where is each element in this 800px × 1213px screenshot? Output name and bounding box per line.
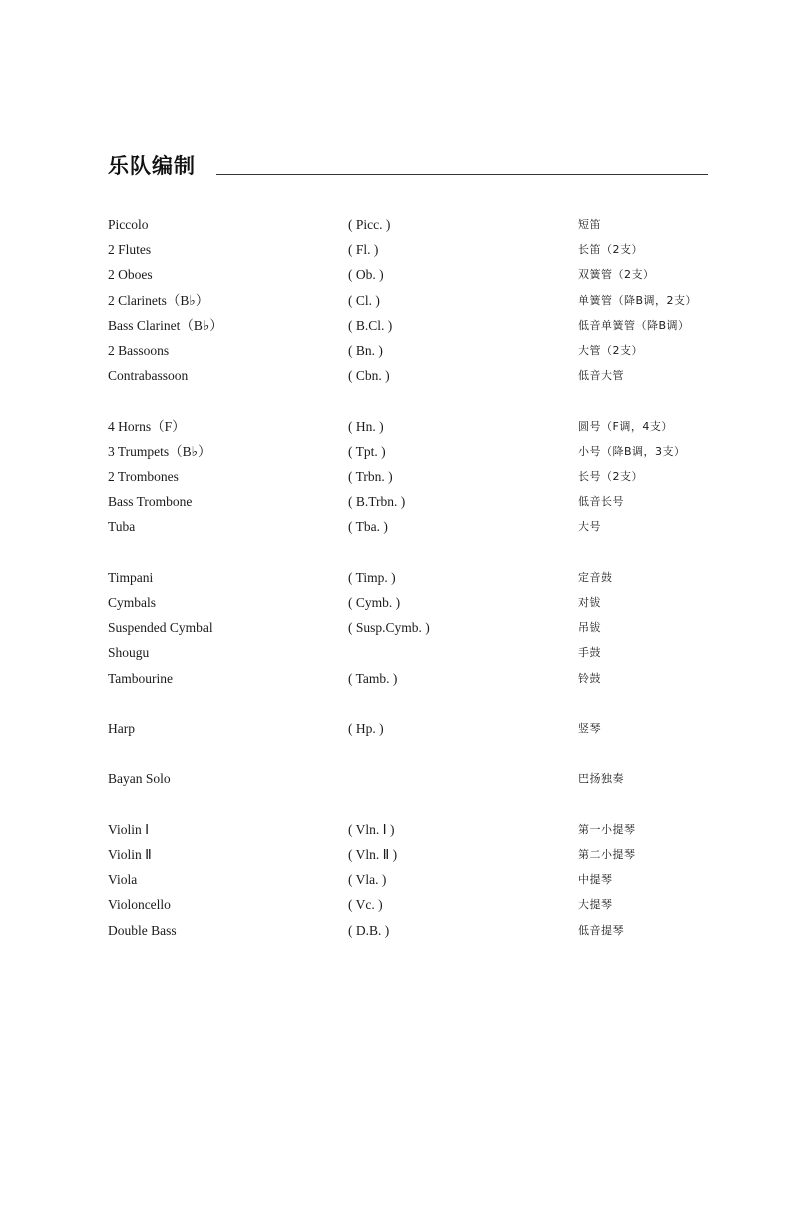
instrument-name: Tambourine [108, 670, 174, 686]
instrument-chinese-name: 大提琴 [578, 898, 613, 912]
instrument-row [0, 869, 800, 891]
instrument-name: Double Bass [108, 922, 177, 938]
instrument-abbreviation: ( B.Cl. ) [348, 317, 393, 333]
instrument-chinese-name: 单簧管（降B调，2支） [578, 293, 698, 307]
instrument-abbreviation: ( Bn. ) [348, 343, 383, 358]
instrument-chinese-name: 铃鼓 [578, 671, 601, 685]
instrument-chinese-name: 对钹 [578, 596, 601, 609]
instrument-chinese-name: 短笛 [578, 218, 601, 231]
instrument-name: 2 Bassoons [108, 343, 170, 358]
instrument-row [0, 466, 800, 488]
instrument-row [0, 516, 800, 538]
instrument-row [0, 819, 800, 841]
instrument-row [0, 668, 800, 690]
instrument-name: Contrabassoon [108, 368, 189, 384]
instrument-chinese-name: 双簧管（2支） [578, 268, 655, 282]
instrument-chinese-name: 长笛（2支） [578, 243, 643, 257]
instrument-abbreviation: ( Cbn. ) [348, 368, 390, 384]
instrument-name: 2 Flutes [108, 242, 152, 258]
instrument-name: 4 Horns（F） [108, 418, 186, 434]
instrument-row [0, 315, 800, 337]
instrument-row [0, 264, 800, 286]
instrument-abbreviation: ( Cl. ) [348, 292, 380, 308]
instrument-abbreviation: ( Hp. ) [348, 721, 384, 736]
instrument-chinese-name: 大管（2支） [578, 344, 643, 357]
instrument-chinese-name: 低音单簧管（降B调） [578, 318, 690, 332]
instrument-chinese-name: 中提琴 [578, 873, 613, 887]
instrument-row [0, 567, 800, 589]
instrument-abbreviation: ( Vla. ) [348, 872, 387, 888]
instrument-name: Harp [108, 721, 135, 736]
instrument-chinese-name: 长号（2支） [578, 470, 643, 483]
instrument-chinese-name: 第二小提琴 [578, 848, 636, 861]
instrument-name: Tuba [108, 519, 136, 535]
instrument-row [0, 718, 800, 740]
instrument-abbreviation: ( Trbn. ) [348, 469, 393, 484]
instrument-chinese-name: 定音鼓 [578, 570, 613, 584]
instrument-row [0, 340, 800, 362]
instrument-row [0, 642, 800, 664]
instrument-abbreviation: ( Picc. ) [348, 217, 391, 232]
instrument-name: Viola [108, 872, 138, 888]
instrument-chinese-name: 低音提琴 [578, 923, 624, 937]
instrument-abbreviation: ( Tamb. ) [348, 670, 398, 686]
instrument-name: 2 Trombones [108, 469, 179, 484]
instrument-row [0, 768, 800, 790]
instrument-name: Bass Clarinet（B♭） [108, 317, 223, 333]
instrument-row [0, 844, 800, 866]
instrument-row [0, 239, 800, 261]
instrument-abbreviation: ( Tpt. ) [348, 443, 386, 459]
instrument-chinese-name: 低音长号 [578, 495, 624, 509]
instrument-row [0, 592, 800, 614]
instrument-chinese-name: 低音大管 [578, 369, 624, 383]
instrument-name: Shougu [108, 645, 150, 661]
instrument-abbreviation: ( B.Trbn. ) [348, 494, 406, 510]
instrument-abbreviation: ( Timp. ) [348, 569, 396, 585]
instrument-name: Violin Ⅰ [108, 821, 150, 837]
instrument-name: Piccolo [108, 217, 149, 232]
instrument-chinese-name: 巴扬独奏 [578, 772, 624, 786]
instrument-row [0, 290, 800, 312]
instrument-abbreviation: ( Cymb. ) [348, 595, 401, 610]
instrument-abbreviation: ( Susp.Cymb. ) [348, 620, 430, 636]
instrument-abbreviation: ( Hn. ) [348, 418, 384, 434]
instrument-row [0, 617, 800, 639]
instrument-name: Suspended Cymbal [108, 620, 213, 636]
instrument-chinese-name: 圆号（F调，4支） [578, 419, 673, 433]
instrument-abbreviation: ( Vc. ) [348, 897, 383, 913]
instrument-row [0, 920, 800, 942]
instrument-row [0, 365, 800, 387]
instrument-name: Cymbals [108, 595, 157, 610]
instrument-row [0, 416, 800, 438]
instrument-chinese-name: 竖琴 [578, 722, 601, 735]
instrument-name: 2 Oboes [108, 267, 153, 283]
instrument-name: 2 Clarinets（B♭） [108, 292, 210, 308]
instrument-abbreviation: ( Vln. Ⅱ ) [348, 847, 398, 862]
instrument-chinese-name: 第一小提琴 [578, 822, 636, 836]
instrument-abbreviation: ( Fl. ) [348, 242, 379, 258]
instrument-abbreviation: ( Vln. Ⅰ ) [348, 821, 395, 837]
instrument-row [0, 441, 800, 463]
instrument-row [0, 894, 800, 916]
instrument-name: Bayan Solo [108, 771, 171, 787]
instrument-name: Violin Ⅱ [108, 847, 152, 862]
instrument-chinese-name: 吊钹 [578, 621, 601, 635]
instrument-row [0, 491, 800, 513]
instrument-name: 3 Trumpets（B♭） [108, 443, 212, 459]
instrument-name: Violoncello [108, 897, 171, 913]
instrument-abbreviation: ( Tba. ) [348, 519, 388, 535]
instrument-abbreviation: ( Ob. ) [348, 267, 384, 283]
instrument-abbreviation: ( D.B. ) [348, 922, 390, 938]
instrument-chinese-name: 大号 [578, 520, 601, 534]
instrument-name: Bass Trombone [108, 494, 193, 510]
instrument-name: Timpani [108, 569, 154, 585]
instrument-row [0, 214, 800, 236]
page-title: 乐队编制 [108, 154, 196, 178]
instrument-chinese-name: 手鼓 [578, 646, 601, 660]
instrument-chinese-name: 小号（降B调，3支） [578, 444, 686, 458]
